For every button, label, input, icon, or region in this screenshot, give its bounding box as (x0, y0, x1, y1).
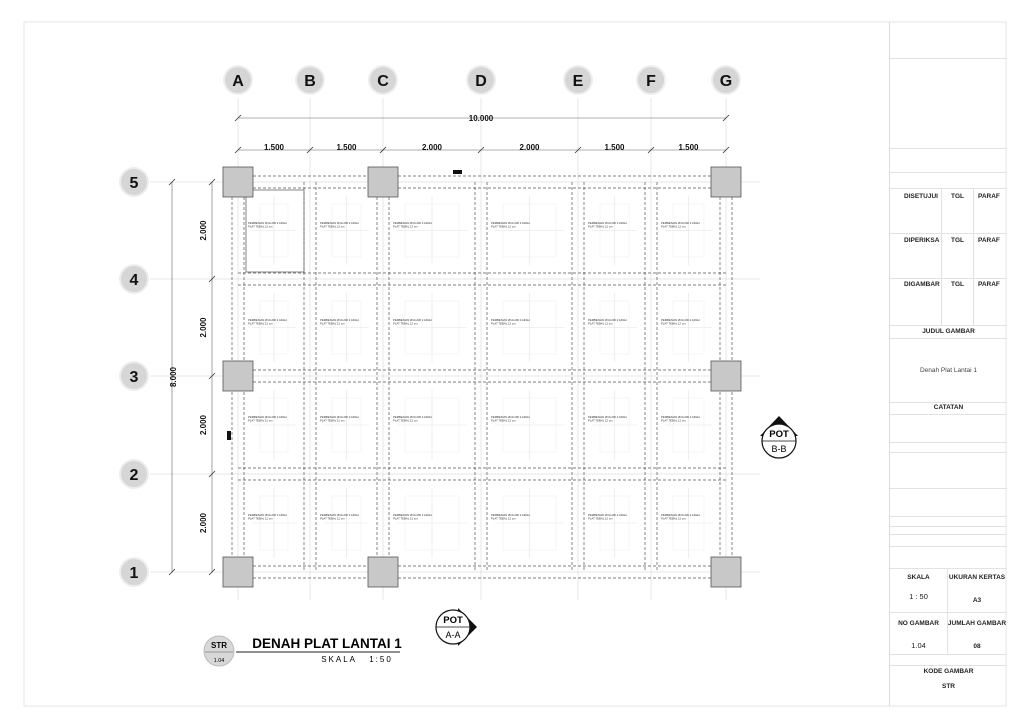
grid-bubble-label: B (304, 73, 316, 90)
slab-note-line2: PLAT TEBAL 12 cm (588, 516, 613, 521)
column-large (223, 557, 253, 587)
column-large (711, 557, 741, 587)
disetujui-tgl-label: TGL (951, 193, 964, 200)
slab-note-line1: PEMBESIAN Ø10-200 2 ARAH (661, 415, 700, 419)
slab-note-line2: PLAT TEBAL 12 cm (393, 321, 418, 326)
drawing-title-block (204, 636, 402, 666)
title-block (889, 22, 1007, 706)
grid-bubble-label: G (719, 73, 733, 90)
slab-note-line1: PEMBESIAN Ø10-200 2 ARAH (393, 513, 432, 517)
judul-gambar-label: JUDUL GAMBAR (922, 328, 975, 335)
slab-note-line2: PLAT TEBAL 12 cm (588, 418, 613, 423)
slab-note-line1: PEMBESIAN Ø10-200 2 ARAH (393, 318, 432, 322)
slab-note-line2: PLAT TEBAL 12 cm (491, 516, 516, 521)
slab-note-line2: PLAT TEBAL 12 cm (491, 224, 516, 229)
dimension-span-x: 2.000 (421, 143, 443, 152)
slab-note-layer (248, 221, 700, 521)
slab-panel-highlight (246, 190, 304, 272)
beam-layer (232, 176, 732, 578)
ukuran-kertas-label: UKURAN KERTAS (948, 574, 1006, 581)
grid-bubble-label: 4 (129, 272, 139, 289)
drawing-title: DENAH PLAT LANTAI 1 (252, 636, 402, 651)
disetujui-paraf-label: PARAF (978, 193, 1000, 200)
diperiksa-label: DIPERIKSA (904, 237, 940, 244)
slab-note-line1: PEMBESIAN Ø10-200 2 ARAH (588, 221, 627, 225)
disetujui-label: DISETUJUI (904, 193, 938, 200)
grid-bubble-label: A (232, 73, 244, 90)
slab-note-line2: PLAT TEBAL 12 cm (393, 224, 418, 229)
section-marker-aa (436, 608, 477, 646)
slab-note-line1: PEMBESIAN Ø10-200 2 ARAH (588, 318, 627, 322)
diperiksa-paraf-label: PARAF (978, 237, 1000, 244)
skala-label: SKALA (907, 574, 930, 581)
drawing-scale: SKALA 1:50 (321, 655, 393, 664)
no-gambar-value: 1.04 (911, 641, 926, 650)
slab-note-line2: PLAT TEBAL 12 cm (393, 516, 418, 521)
column-large (711, 167, 741, 197)
grid-bubble-label: D (475, 73, 487, 90)
grid-bubble-label: 2 (129, 467, 139, 484)
slab-note-line2: PLAT TEBAL 12 cm (661, 418, 686, 423)
catatan-label: CATATAN (933, 404, 964, 411)
column-large (368, 557, 398, 587)
jumlah-gambar-value: 08 (973, 643, 981, 650)
grid-bubble-label: 1 (129, 565, 139, 582)
slab-note-line1: PEMBESIAN Ø10-200 2 ARAH (248, 221, 287, 225)
slab-note-line1: PEMBESIAN Ø10-200 2 ARAH (320, 318, 359, 322)
slab-note-line2: PLAT TEBAL 12 cm (320, 418, 345, 423)
slab-note-line2: PLAT TEBAL 12 cm (661, 321, 686, 326)
dimension-span-y: 2.000 (199, 220, 208, 241)
column-large (223, 167, 253, 197)
slab-note-line1: PEMBESIAN Ø10-200 2 ARAH (393, 415, 432, 419)
slab-note-line2: PLAT TEBAL 12 cm (320, 224, 345, 229)
slab-note-line1: PEMBESIAN Ø10-200 2 ARAH (248, 415, 287, 419)
marker-left (227, 431, 231, 440)
section-marker-bb (760, 416, 798, 458)
slab-note-line2: PLAT TEBAL 12 cm (248, 224, 273, 229)
slab-note-line2: PLAT TEBAL 12 cm (248, 418, 273, 423)
slab-note-line2: PLAT TEBAL 12 cm (248, 321, 273, 326)
column-large (368, 167, 398, 197)
column-large (711, 361, 741, 391)
slab-note-line2: PLAT TEBAL 12 cm (661, 516, 686, 521)
dimension-span-x: 1.500 (263, 143, 285, 152)
digambar-label: DIGAMBAR (904, 281, 940, 288)
no-gambar-label: NO GAMBAR (898, 620, 939, 627)
slab-note-line2: PLAT TEBAL 12 cm (248, 516, 273, 521)
slab-note-line1: PEMBESIAN Ø10-200 2 ARAH (491, 221, 530, 225)
digambar-tgl-label: TGL (951, 281, 964, 288)
kode-gambar-label: KODE GAMBAR (923, 668, 974, 675)
slab-note-line1: PEMBESIAN Ø10-200 2 ARAH (491, 415, 530, 419)
slab-note-line1: PEMBESIAN Ø10-200 2 ARAH (588, 415, 627, 419)
sheet-border (24, 22, 1006, 706)
slab-note-line2: PLAT TEBAL 12 cm (661, 224, 686, 229)
ukuran-kertas-value: A3 (972, 597, 982, 604)
dimension-span-y: 2.000 (199, 317, 208, 338)
grid-bubble-label: 5 (129, 175, 139, 192)
slab-note-line1: PEMBESIAN Ø10-200 2 ARAH (661, 221, 700, 225)
section-aa-top: POT (443, 615, 463, 626)
section-bb-bottom: B-B (771, 444, 787, 454)
dimension-lines (172, 118, 726, 572)
drawing-badge-code: STR (211, 641, 227, 650)
dimension-span-x: 1.500 (604, 143, 625, 152)
grid-bubble-label: E (572, 73, 584, 90)
slab-note-line2: PLAT TEBAL 12 cm (588, 224, 613, 229)
section-aa-bottom: A-A (445, 630, 461, 640)
slab-note-line1: PEMBESIAN Ø10-200 2 ARAH (491, 513, 530, 517)
slab-note-line2: PLAT TEBAL 12 cm (320, 321, 345, 326)
dimension-span-y: 2.000 (199, 512, 208, 534)
kode-gambar-value: STR (942, 683, 955, 690)
slab-note-line1: PEMBESIAN Ø10-200 2 ARAH (248, 318, 287, 322)
dimension-total-y: 8.000 (169, 366, 178, 388)
dimension-span-x: 1.500 (678, 143, 699, 152)
marker-top (453, 170, 462, 174)
grid-bubble-label: C (377, 73, 389, 90)
slab-note-line1: PEMBESIAN Ø10-200 2 ARAH (248, 513, 287, 517)
dimension-span-y: 2.000 (199, 414, 208, 436)
column-large (223, 361, 253, 391)
grid-bubble-label: 3 (129, 369, 139, 386)
slab-note-line2: PLAT TEBAL 12 cm (491, 418, 516, 423)
section-bb-top: POT (769, 429, 789, 440)
slab-note-line1: PEMBESIAN Ø10-200 2 ARAH (588, 513, 627, 517)
grid-bubble-label: F (646, 73, 656, 90)
slab-note-line2: PLAT TEBAL 12 cm (320, 516, 345, 521)
slab-note-line1: PEMBESIAN Ø10-200 2 ARAH (320, 221, 359, 225)
judul-gambar-value: Denah Plat Lantai 1 (919, 367, 978, 374)
diperiksa-tgl-label: TGL (951, 237, 964, 244)
slab-note-line1: PEMBESIAN Ø10-200 2 ARAH (320, 415, 359, 419)
digambar-paraf-label: PARAF (978, 281, 1000, 288)
dimension-span-x: 1.500 (336, 143, 357, 152)
slab-note-line1: PEMBESIAN Ø10-200 2 ARAH (393, 221, 432, 225)
skala-value: 1 : 50 (909, 592, 928, 601)
dimension-span-x: 2.000 (519, 143, 540, 152)
slab-note-line1: PEMBESIAN Ø10-200 2 ARAH (320, 513, 359, 517)
slab-note-line1: PEMBESIAN Ø10-200 2 ARAH (661, 513, 700, 517)
slab-note-line2: PLAT TEBAL 12 cm (491, 321, 516, 326)
slab-note-line2: PLAT TEBAL 12 cm (588, 321, 613, 326)
jumlah-gambar-label: JUMLAH GAMBAR (947, 620, 1007, 627)
drawing-badge-number: 1.04 (213, 658, 225, 664)
slab-note-line1: PEMBESIAN Ø10-200 2 ARAH (491, 318, 530, 322)
column-layer (223, 167, 741, 587)
dimension-total-x: 10.000 (468, 114, 494, 123)
slab-note-line2: PLAT TEBAL 12 cm (393, 418, 418, 423)
slab-note-line1: PEMBESIAN Ø10-200 2 ARAH (661, 318, 700, 322)
